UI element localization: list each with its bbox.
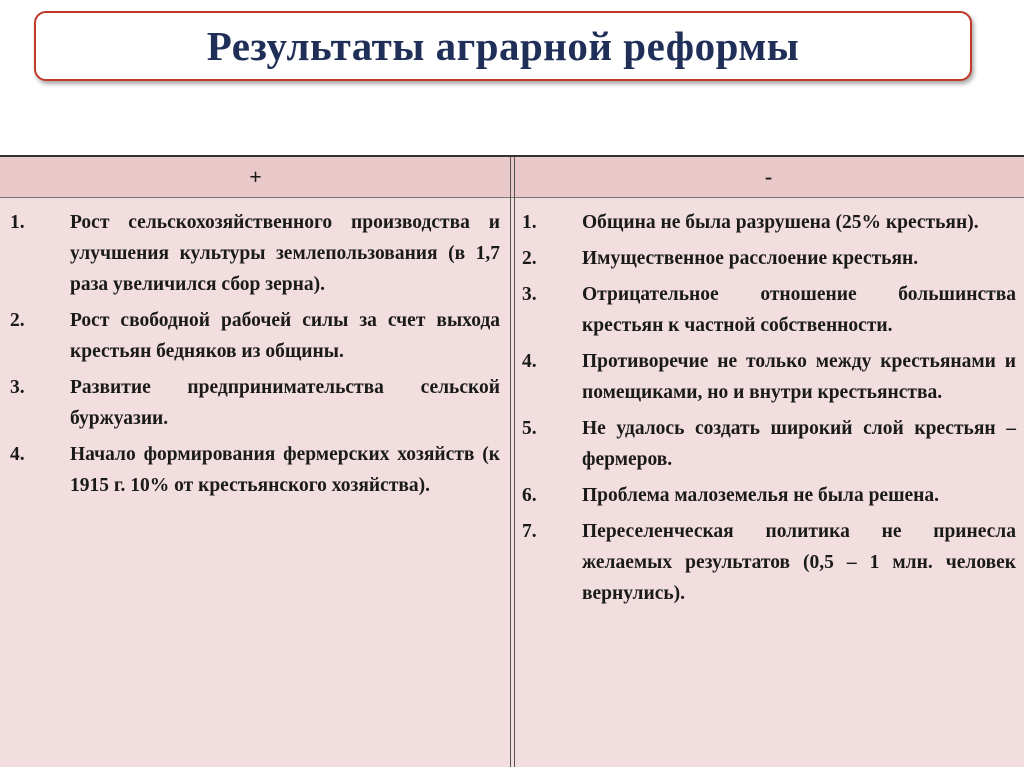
- item-number: 6.: [522, 485, 537, 506]
- minus-item: [522, 346, 1016, 408]
- item-number: 3.: [10, 377, 25, 398]
- item-number: 1.: [10, 212, 25, 233]
- item-text: Рост свободной рабочей силы за счет выхода крестьян бедняков из общины.: [70, 310, 500, 362]
- item-text: Переселенческая политика не принесла желаемых результатов (0,5 – 1 млн. человек вернулись).: [582, 521, 1016, 604]
- title-box: [34, 11, 972, 81]
- item-number: 5.: [522, 418, 537, 439]
- minus-item: [522, 413, 1016, 475]
- plus-column: [10, 207, 500, 506]
- plus-item: [10, 207, 500, 300]
- slide-title: Результаты аграрной реформы: [206, 23, 800, 69]
- item-text: Проблема малоземелья не была решена.: [582, 485, 940, 506]
- item-number: 1.: [522, 212, 537, 233]
- minus-item: [522, 480, 1016, 511]
- header-plus: +: [249, 164, 262, 189]
- item-text: Община не была разрушена (25% крестьян).: [582, 212, 979, 233]
- item-number: 4.: [522, 351, 537, 372]
- item-number: 7.: [522, 521, 537, 542]
- item-text: Не удалось создать широкий слой крестьян – фермеров.: [582, 418, 1016, 470]
- item-text: Имущественное расслоение крестьян.: [582, 248, 919, 269]
- minus-item: [522, 516, 1016, 609]
- item-number: 2.: [522, 248, 537, 269]
- minus-item: [522, 279, 1016, 341]
- item-number: 3.: [522, 284, 537, 305]
- item-text: Развитие предпринимательства сельской буржуазии.: [70, 377, 500, 429]
- item-text: Противоречие не только между крестьянами и помещиками, но и внутри крестьянства.: [582, 351, 1016, 403]
- minus-item: [522, 207, 1016, 238]
- item-number: 2.: [10, 310, 25, 331]
- plus-item: [10, 372, 500, 434]
- column-divider: [510, 157, 515, 767]
- item-number: 4.: [10, 444, 25, 465]
- minus-column: [522, 207, 1016, 614]
- plus-item: [10, 305, 500, 367]
- header-minus: -: [764, 164, 773, 189]
- plus-item: [10, 439, 500, 501]
- results-table: [0, 155, 1024, 767]
- item-text: Рост сельскохозяйственного производства и улучшения культуры землепользования (в 1,7 раза увеличился сбор зерна).: [70, 212, 500, 295]
- minus-item: [522, 243, 1016, 274]
- item-text: Начало формирования фермерских хозяйств (к 1915 г. 10% от крестьянского хозяйства).: [70, 444, 500, 496]
- item-text: Отрицательное отношение большинства крестьян к частной собственности.: [582, 284, 1016, 336]
